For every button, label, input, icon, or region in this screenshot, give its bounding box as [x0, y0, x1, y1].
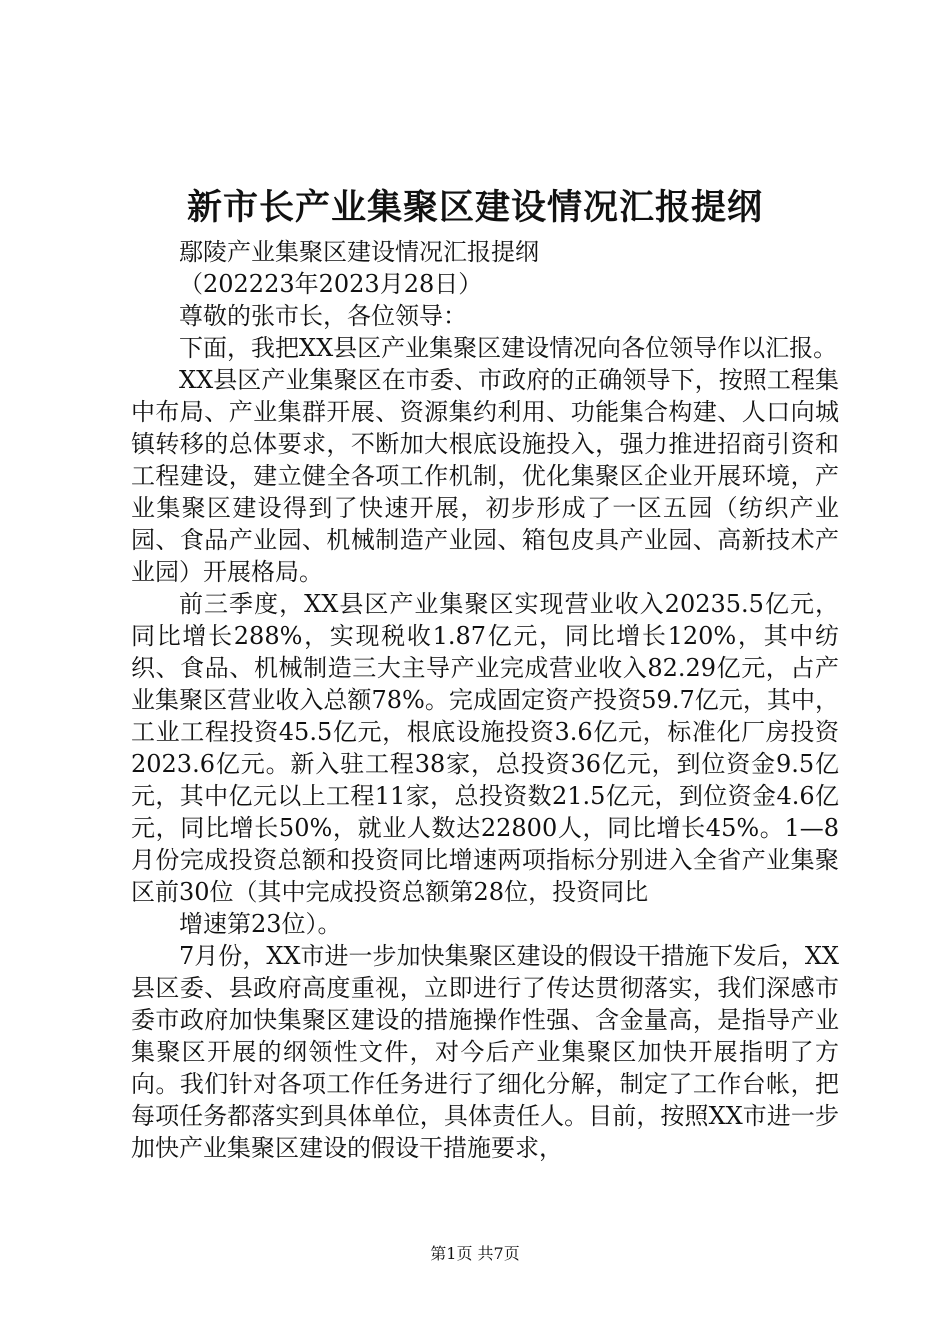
paragraph: XX县区产业集聚区在市委、市政府的正确领导下，按照工程集中布局、产业集群开展、资源集约利用、功能集合构建、人口向城镇转移的总体要求，不断加大根底设施投入，强力推进招商引资和工程建设，建立健全各项工作机制，优化集聚区企业开展环境，产业集聚区建设得到了快速开展，初步形成了一区五园（纺织产业园、食品产业园、机械制造产业园、箱包皮具产业园、高新技术产业园）开展格局。 [131, 366, 839, 586]
paragraph: 7月份，XX市进一步加快集聚区建设的假设干措施下发后，XX县区委、县政府高度重视，立即进行了传达贯彻落实，我们深感市委市政府加快集聚区建设的措施操作性强、含金量高，是指导产业集聚区开展的纲领性文件，对今后产业集聚区加快开展指明了方向。我们针对各项工作任务进行了细化分解，制定了工作台帐，把每项任务都落实到具体单位，具体责任人。目前，按照XX市进一步加快产业集聚区建设的假设干措施要求， [131, 942, 839, 1162]
paragraph: 增速第23位）。 [179, 910, 342, 938]
salutation: 尊敬的张市长，各位领导： [179, 302, 467, 330]
paragraph: 前三季度，XX县区产业集聚区实现营业收入20235.5亿元，同比增长288%，实现税收1.87亿元，同比增长120%，其中纺织、食品、机械制造三大主导产业完成营业收入82.29亿元，占产业集聚区营业收入总额78%。完成固定资产投资59.7亿元，其中，工业工程投资45.5亿元，根底设施投资3.6亿元，标准化厂房投资2023.6亿元。新入驻工程38家，总投资36亿元，到位资金9.5亿元，其中亿元以上工程11家，总投资数21.5亿元，到位资金4.6亿元，同比增长50%，就业人数达22800人，同比增长45%。1—8月份完成投资总额和投资同比增速两项指标分别进入全省产业集聚区前30位（其中完成投资总额第28位，投资同比 [131, 590, 839, 906]
subtitle-line: 鄢陵产业集聚区建设情况汇报提纲 [179, 238, 539, 266]
page-number: 第1页 共7页 [430, 1244, 520, 1263]
date-line: （202223年2023月28日） [179, 270, 483, 298]
document-title: 新市长产业集聚区建设情况汇报提纲 [186, 187, 763, 228]
paragraph: 下面，我把XX县区产业集聚区建设情况向各位领导作以汇报。 [179, 334, 838, 362]
document-body [131, 236, 839, 1164]
